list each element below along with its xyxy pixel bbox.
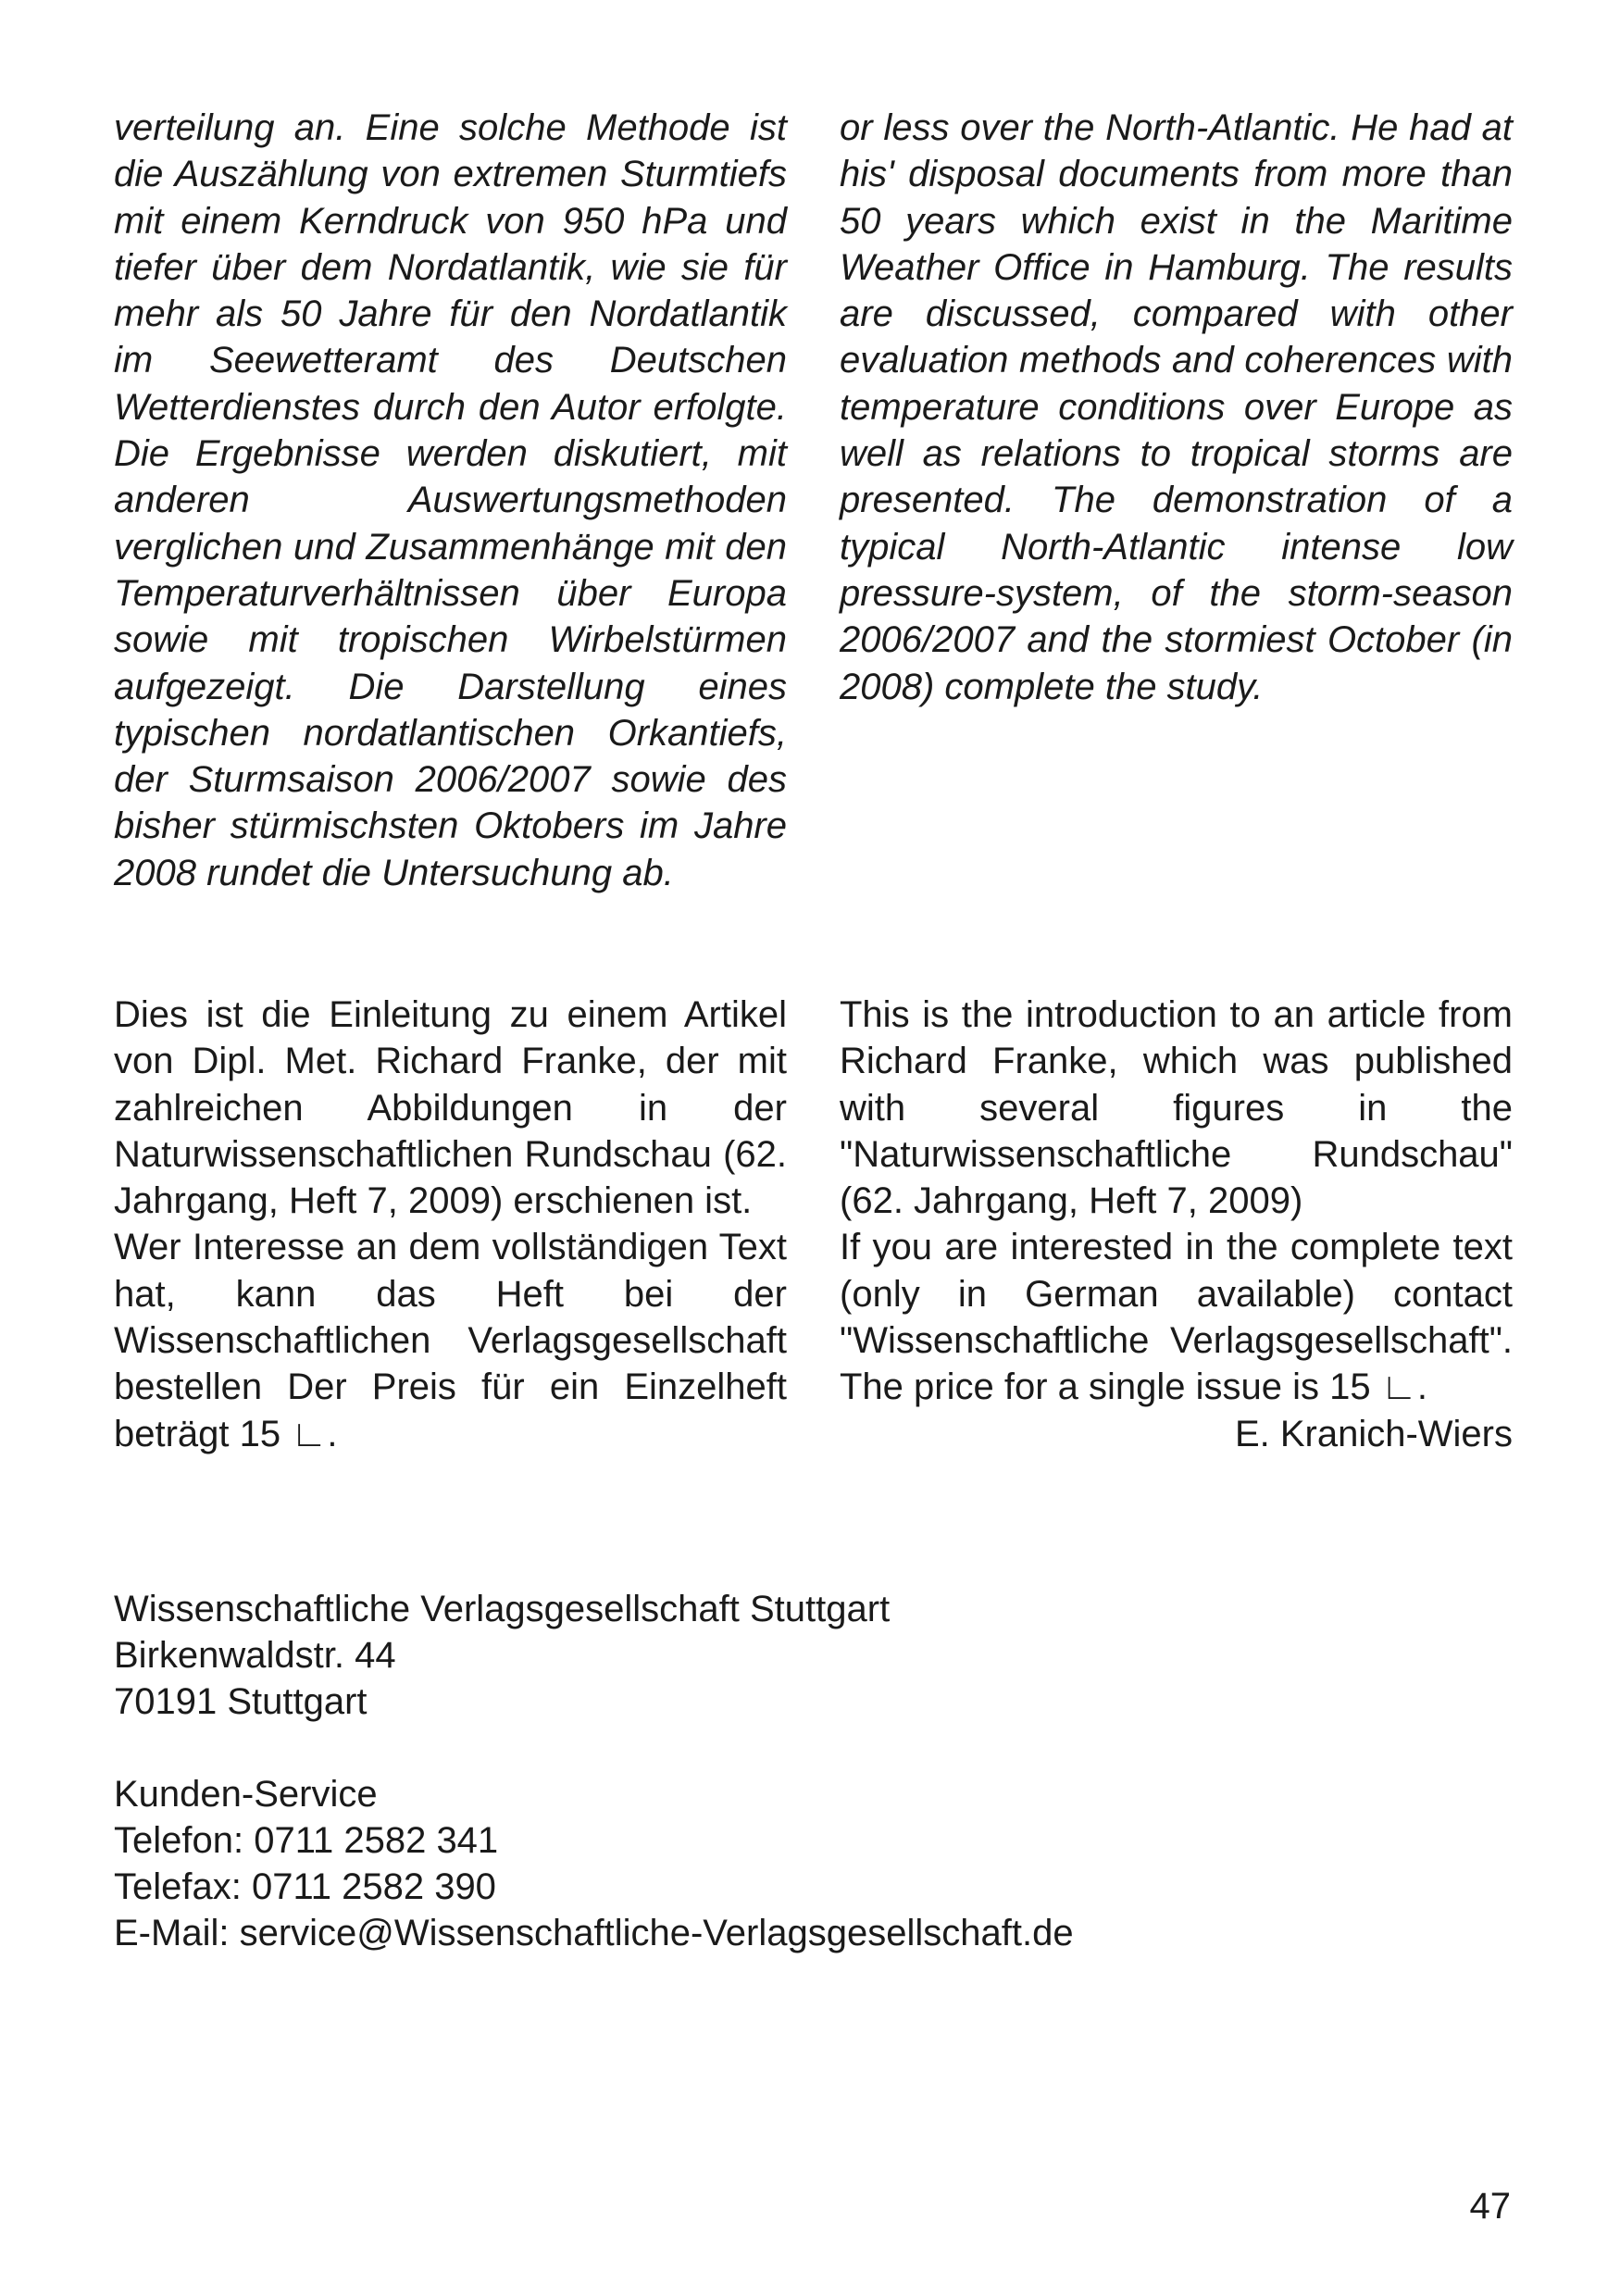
publisher-city: 70191 Stuttgart: [114, 1681, 368, 1722]
german-intro-text: Dies ist die Einleitung zu einem Artikel von Dipl. Met. Richard Franke, der mit zahlreichen Abbildungen in der Naturwissenschaftlichen Rundschau (62. Jahrgang, Heft 7, 2009) erschienen ist.: [114, 994, 787, 1222]
service-email[interactable]: E-Mail: service@Wissenschaftliche-Verlagsgesellschaft.de: [114, 1913, 1074, 1953]
german-abstract: [114, 105, 787, 896]
english-order-text: If you are interested in the complete text (only in German available) contact "Wissenschaftliche Verlagsgesellschaft". The price for a single issue is 15 ∟.: [840, 1227, 1513, 1408]
publisher-street: Birkenwaldstr. 44: [114, 1635, 396, 1676]
english-intro-text: This is the introduction to an article from Richard Franke, which was published with several figures in the "Naturwissenschaftliche Rundschau" (62. Jahrgang, Heft 7, 2009): [840, 994, 1513, 1222]
publisher-name: Wissenschaftliche Verlagsgesellschaft Stuttgart: [114, 1589, 891, 1629]
publisher-address: [114, 1586, 1317, 1725]
german-note: [114, 992, 787, 1457]
page-number: 47: [1469, 2186, 1511, 2227]
service-fax: Telefax: 0711 2582 390: [114, 1866, 496, 1907]
german-order-text: Wer Interesse an dem vollständigen Text hat, kann das Heft bei der Wissenschaftlichen Verlagsgesellschaft bestellen Der Preis für ein Einzelheft beträgt 15 ∟.: [114, 1227, 787, 1454]
english-note: [840, 992, 1513, 1457]
english-abstract: [840, 105, 1513, 710]
service-title: Kunden-Service: [114, 1774, 378, 1815]
german-abstract-text: verteilung an. Eine solche Methode ist die Auszählung von extremen Sturmtiefs mit einem Kerndruck von 950 hPa und tiefer über dem Nordatlantik, wie sie für mehr als 50 Jahre für den Nordatlantik im Seewetteramt des Deutschen Wetterdienstes durch den Autor erfolgte. Die Ergebnisse werden diskutiert, mit anderen Auswertungsmethoden verglichen und Zusammenhänge mit den Temperaturverhältnissen über Europa sowie mit tropischen Wirbelstürmen aufgezeigt. Die Darstellung eines typischen nordatlantischen Orkantiefs, der Sturmsaison 2006/2007 sowie des bisher stürmischsten Oktobers im Jahre 2008 rundet die Untersuchung ab.: [114, 107, 787, 893]
customer-service: [114, 1771, 1317, 1956]
signature: E. Kranich-Wiers: [1234, 1413, 1513, 1454]
english-abstract-text: or less over the North-Atlantic. He had at his' disposal documents from more than 50 years which exist in the Maritime Weather Office in Hamburg. The results are discussed, compared with other evaluation methods and coherences with temperature conditions over Europe as well as relations to tropical storms are presented. The demonstration of a typical North-Atlantic intense low pressure-system, of the storm-season 2006/2007 and the stormiest October (in 2008) complete the study.: [840, 107, 1513, 707]
service-phone: Telefon: 0711 2582 341: [114, 1820, 499, 1861]
